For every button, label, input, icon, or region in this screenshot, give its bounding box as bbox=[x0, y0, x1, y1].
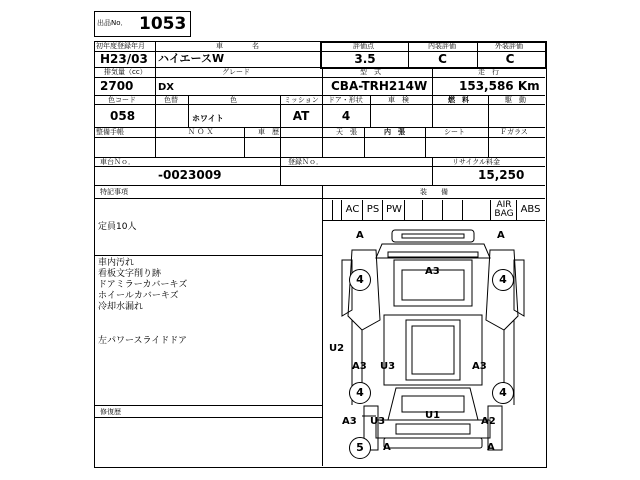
mission-label: ミッション bbox=[284, 96, 319, 104]
lot-number: 1053 bbox=[139, 14, 187, 34]
note-4: ホイールカバーキズ bbox=[98, 291, 179, 301]
capacity-note: 定員10人 bbox=[98, 222, 137, 232]
recycle-label: リサイクル料金 bbox=[452, 158, 501, 166]
equip-airbag: AIR BAG bbox=[490, 200, 517, 220]
lot-box bbox=[94, 11, 191, 37]
doors-label: ドア・形状 bbox=[328, 96, 363, 104]
mission-value: AT bbox=[292, 109, 310, 123]
note-3: ドアミラーカバーキズ bbox=[98, 280, 188, 290]
wheel-rear-right: 4 bbox=[492, 382, 514, 404]
recycle-value: 15,250 bbox=[478, 168, 525, 182]
spare-wheel: 5 bbox=[349, 437, 371, 459]
mark-rear-right-a: A3 bbox=[472, 361, 487, 372]
equip-blank-4 bbox=[462, 200, 491, 220]
mark-bumper-right: A bbox=[487, 442, 495, 453]
doors-value: 4 bbox=[341, 109, 351, 123]
first-reg-value: H23/03 bbox=[100, 52, 148, 66]
grade-value: DX bbox=[158, 82, 175, 93]
interior-grade-label: 内装評価 bbox=[428, 42, 456, 50]
mileage-label: 走 行 bbox=[478, 68, 499, 76]
history-label: 車 歴 bbox=[258, 128, 279, 136]
roof-label: 天 張 bbox=[336, 128, 357, 136]
mark-rear-left-a: A3 bbox=[352, 361, 367, 372]
mark-left-side: U2 bbox=[329, 343, 345, 354]
score-value: 3.5 bbox=[354, 52, 376, 66]
car-name-label-1: 車 bbox=[216, 42, 223, 50]
model-label: 型 式 bbox=[360, 68, 381, 76]
drive-label: 駆 動 bbox=[505, 96, 526, 104]
mileage-value: 153,586 Km bbox=[459, 79, 540, 93]
color-code-label: 色コード bbox=[108, 96, 136, 104]
vehicle-diagram bbox=[322, 220, 544, 466]
chassis-value: -0023009 bbox=[158, 168, 222, 182]
displacement-value: 2700 bbox=[100, 79, 134, 93]
grade-label: グレード bbox=[222, 68, 250, 76]
manual-label: 整備手帳 bbox=[96, 128, 124, 136]
repair-title: 修復歴 bbox=[100, 408, 121, 416]
door-note: 左パワースライドドア bbox=[98, 336, 188, 346]
mark-rear-left-u: U3 bbox=[380, 361, 396, 372]
interior-grade-value: C bbox=[438, 52, 447, 66]
equip-blank-3 bbox=[442, 200, 463, 220]
mark-bumper-left: A bbox=[383, 442, 391, 453]
exterior-grade-value: C bbox=[505, 52, 515, 66]
fuel-label: 燃 料 bbox=[448, 96, 469, 104]
notes-title: 特記事項 bbox=[100, 188, 128, 196]
mark-top-left: A bbox=[356, 230, 364, 241]
nox-label: Ｎ Ｏ Ｘ bbox=[188, 128, 214, 136]
model-value: CBA-TRH214W bbox=[331, 79, 428, 93]
mark-bottom-left-u: U3 bbox=[370, 416, 386, 427]
equip-pw: PW bbox=[382, 200, 405, 220]
inspection-label: 車 検 bbox=[388, 96, 409, 104]
mark-hood: A3 bbox=[425, 266, 440, 277]
displacement-label: 排気量（cc） bbox=[104, 68, 147, 76]
mark-top-right: A bbox=[497, 230, 505, 241]
wheel-front-right: 4 bbox=[492, 269, 514, 291]
first-reg-label: 初年度登録年月 bbox=[96, 42, 145, 50]
note-5: 冷却水漏れ bbox=[98, 302, 144, 312]
chassis-label: 車台Ｎｏ． bbox=[100, 158, 135, 166]
equip-abs: ABS bbox=[516, 200, 544, 220]
equipment-title: 装 備 bbox=[420, 188, 448, 196]
note-1: 車内汚れ bbox=[98, 258, 135, 268]
equip-blank-2 bbox=[422, 200, 443, 220]
paint-change-label: 色替 bbox=[164, 96, 178, 104]
color-label: 色 bbox=[230, 96, 237, 104]
glass-label: Ｆガラス bbox=[500, 128, 528, 136]
equip-blank-1 bbox=[404, 200, 423, 220]
reg-no-label: 登録Ｎｏ． bbox=[288, 158, 323, 166]
color-value: ホワイト bbox=[192, 114, 224, 123]
equip-ps: PS bbox=[362, 200, 383, 220]
seat-label: シート bbox=[444, 128, 465, 136]
mark-bottom-left-a: A3 bbox=[342, 416, 357, 427]
car-name-label-2: 名 bbox=[252, 42, 259, 50]
lot-label: 出品No． bbox=[97, 19, 128, 27]
equip-ac: AC bbox=[341, 200, 363, 220]
note-2: 看板文字削り跡 bbox=[98, 269, 162, 279]
exterior-grade-label: 外装評価 bbox=[495, 42, 523, 50]
car-name-value: ハイエースW bbox=[158, 52, 225, 65]
score-label: 評価点 bbox=[353, 42, 374, 50]
wheel-front-left: 4 bbox=[349, 269, 371, 291]
interior-lining-label: 内 張 bbox=[384, 128, 405, 136]
color-code-value: 058 bbox=[110, 109, 136, 123]
mark-rear-panel: U1 bbox=[425, 410, 441, 421]
mark-bottom-right: A2 bbox=[481, 416, 496, 427]
wheel-rear-left: 4 bbox=[349, 382, 371, 404]
